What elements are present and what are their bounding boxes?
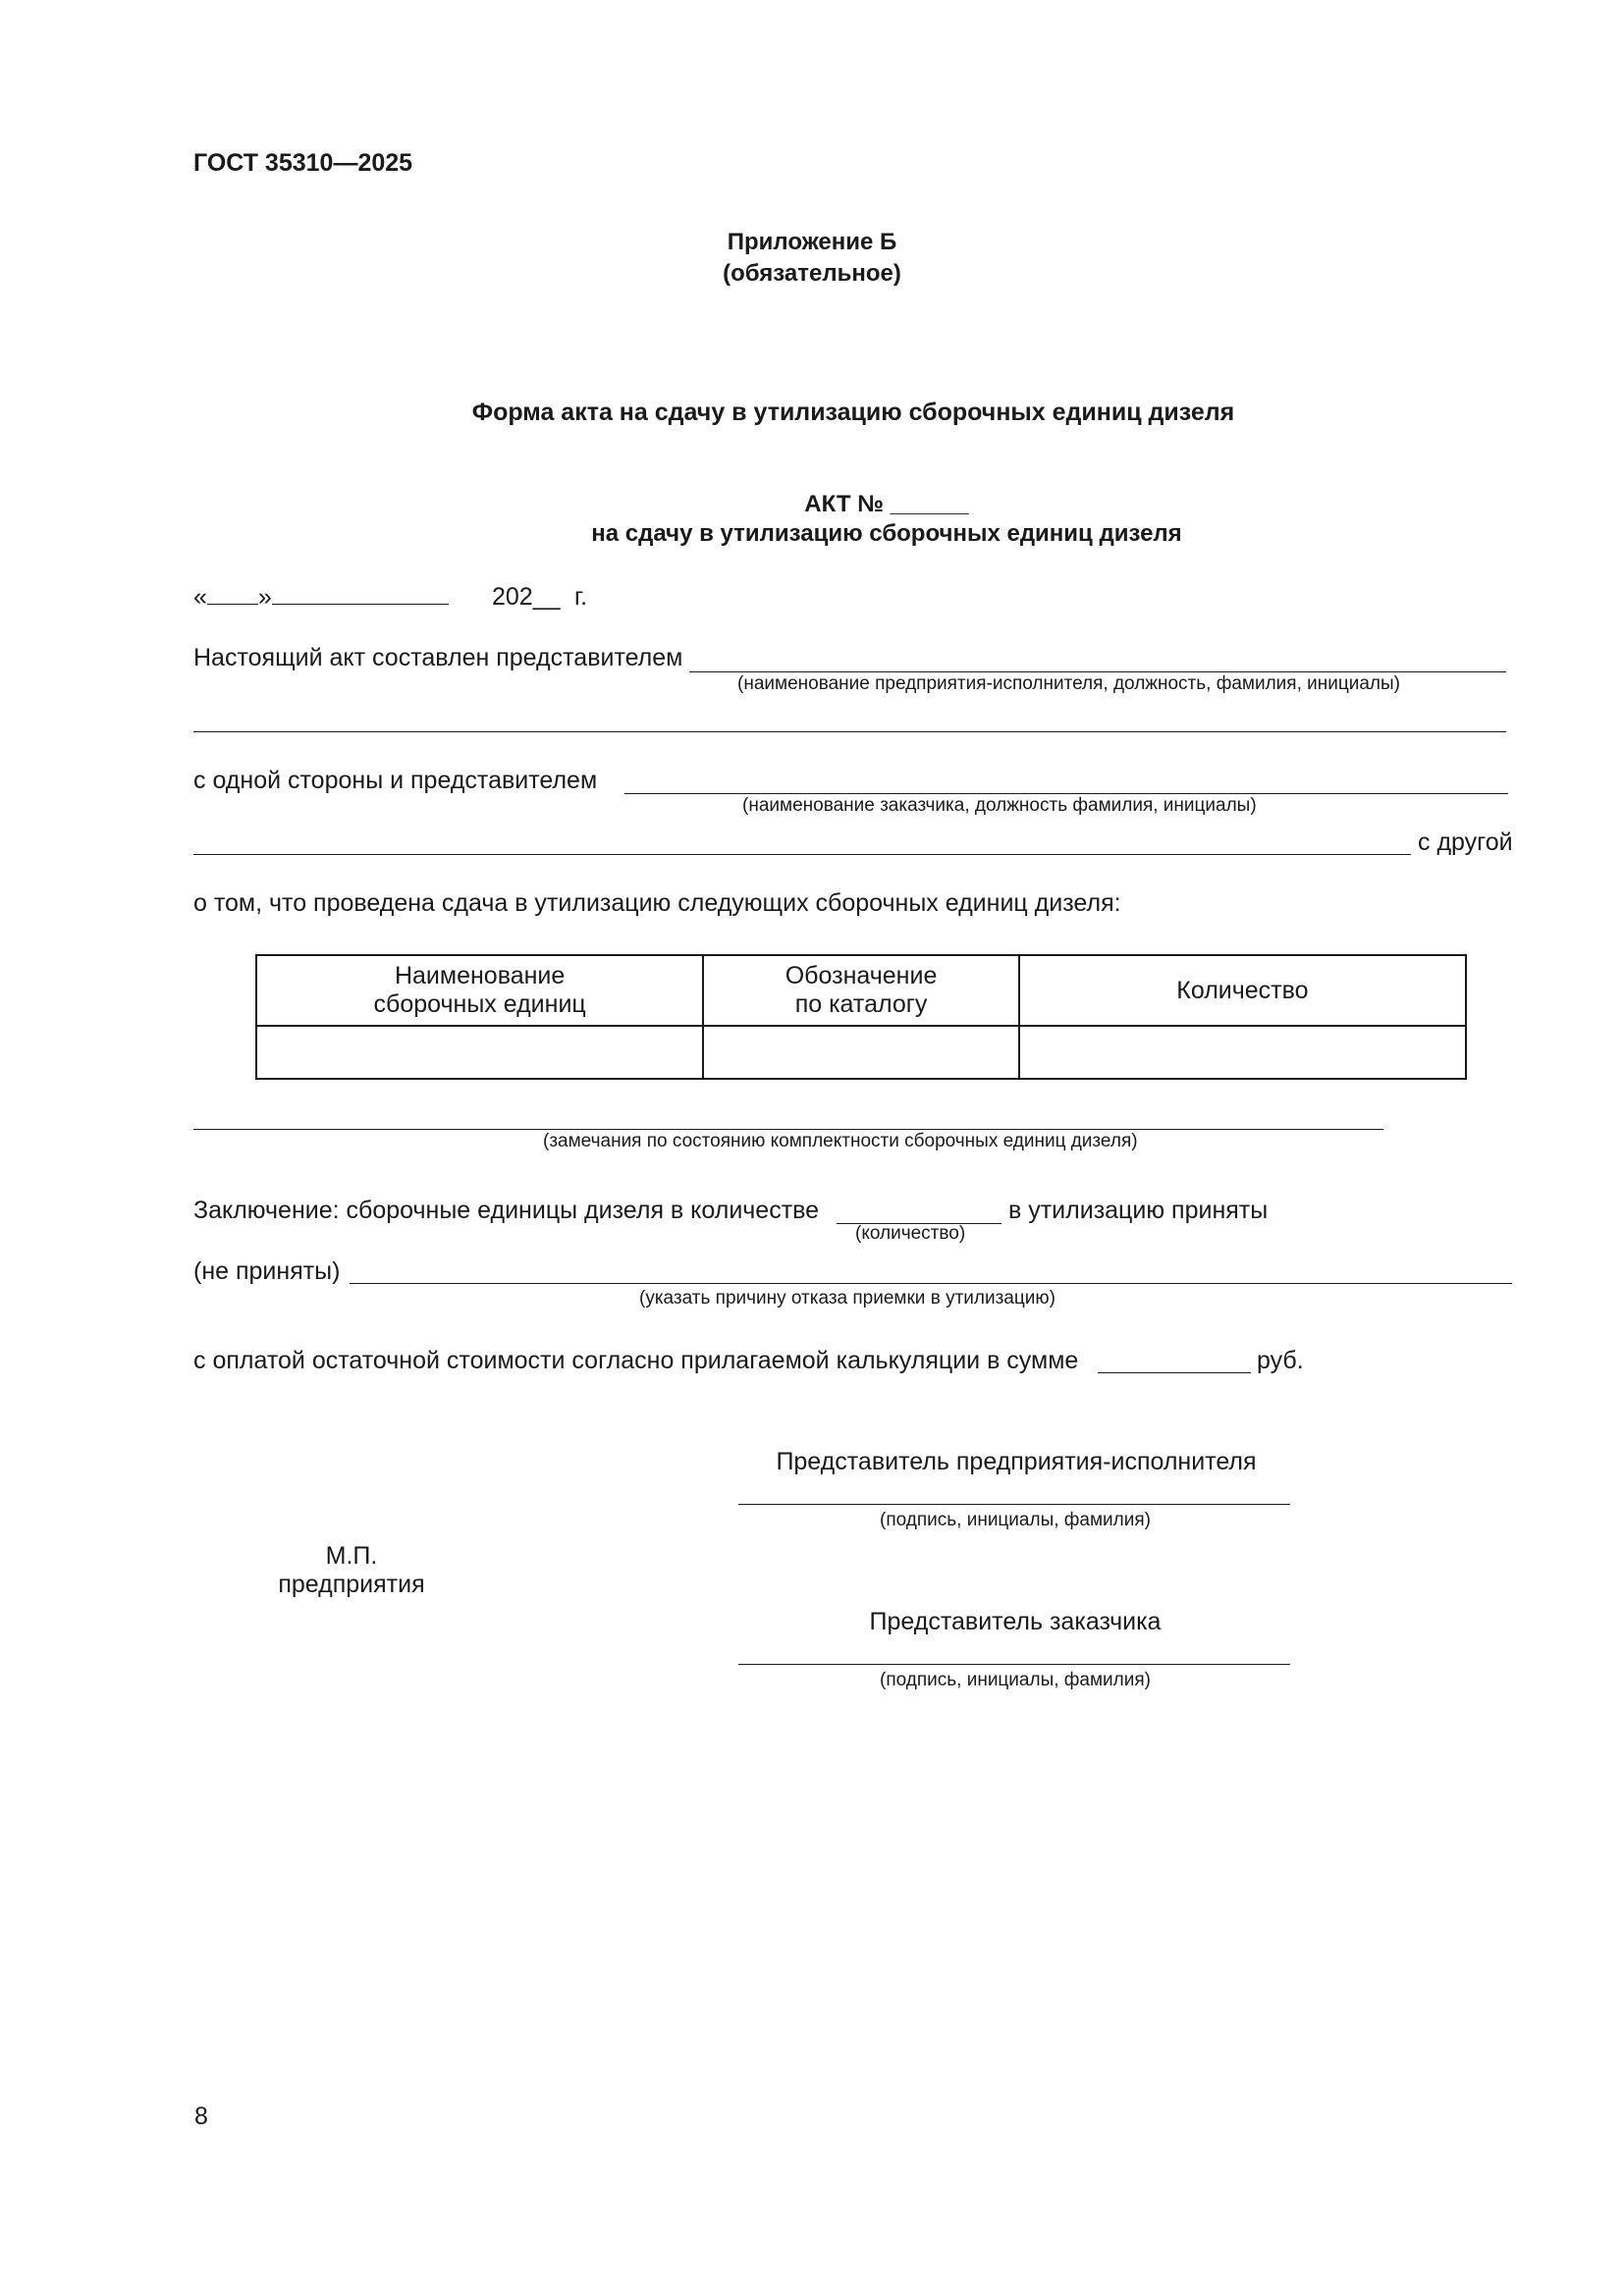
- stamp-label: М.П.: [325, 1542, 378, 1570]
- table-cell-unit-name[interactable]: [256, 1026, 703, 1079]
- conclusion-text: Заключение: сборочные единицы дизеля в количестве: [193, 1197, 820, 1224]
- executor-blank-continued[interactable]: [193, 731, 1506, 732]
- month-blank[interactable]: [272, 583, 449, 605]
- table-cell-quantity[interactable]: [1019, 1026, 1466, 1079]
- customer-representative-title: Представитель заказчика: [869, 1608, 1162, 1635]
- col-header-unit-name: Наименование сборочных единиц: [256, 955, 703, 1026]
- payment-text: с оплатой остаточной стоимости согласно прилагаемой калькуляции в сумме: [193, 1347, 1079, 1374]
- date-close-quote: »: [257, 583, 272, 611]
- act-subtitle: на сдачу в утилизацию сборочных единиц дизеля: [591, 520, 1182, 547]
- stamp-label-enterprise: предприятия: [278, 1571, 425, 1598]
- para1-caption: (наименование предприятия-исполнителя, должность, фамилия, инициалы): [737, 673, 1400, 694]
- para2-caption: (наименование заказчика, должность фамилия, инициалы): [742, 795, 1257, 816]
- customer-signature-caption: (подпись, инициалы, фамилия): [880, 1670, 1151, 1690]
- appendix-heading: [0, 227, 1624, 290]
- appendix-title: Приложение Б: [727, 229, 897, 255]
- remarks-caption: (замечания по состоянию комплектности сборочных единиц дизеля): [543, 1131, 1138, 1151]
- refusal-reason-caption: (указать причину отказа приемки в утилизацию): [639, 1288, 1056, 1308]
- executor-representative-title: Представитель предприятия-исполнителя: [776, 1448, 1257, 1475]
- quantity-caption: (количество): [855, 1223, 966, 1244]
- accepted-text: в утилизацию приняты: [1008, 1197, 1269, 1224]
- table-header-row: [256, 955, 1466, 1026]
- date-year: 202__: [492, 583, 561, 611]
- customer-blank-continued[interactable]: [193, 854, 1411, 855]
- appendix-status: (обязательное): [723, 260, 901, 287]
- day-blank[interactable]: [207, 583, 258, 605]
- executor-blank[interactable]: [689, 671, 1506, 672]
- assembly-units-table: [255, 954, 1467, 1080]
- table-cell-catalog-designation[interactable]: [703, 1026, 1019, 1079]
- form-title: Форма акта на сдачу в утилизацию сборочных единиц дизеля: [471, 399, 1235, 426]
- para2-text: с одной стороны и представителем: [193, 767, 598, 794]
- remarks-blank[interactable]: [193, 1129, 1383, 1130]
- other-side-text: с другой: [1418, 828, 1513, 856]
- payment-currency: руб.: [1257, 1347, 1304, 1374]
- act-title: АКТ № ______: [804, 491, 969, 517]
- para1-text: Настоящий акт составлен представителем: [193, 644, 683, 671]
- date-open-quote: «: [193, 583, 207, 611]
- table-row: [256, 1026, 1466, 1079]
- date-line: [193, 583, 449, 612]
- document-standard-number: ГОСТ 35310—2025: [193, 149, 413, 177]
- col-header-quantity: Количество: [1019, 955, 1466, 1026]
- para3-text: о том, что проведена сдача в утилизацию следующих сборочных единиц дизеля:: [193, 889, 1121, 917]
- executor-signature-line[interactable]: [738, 1504, 1290, 1505]
- date-year-suffix: г.: [574, 583, 588, 611]
- payment-amount-blank[interactable]: [1098, 1372, 1251, 1373]
- not-accepted-text: (не приняты): [193, 1257, 341, 1285]
- refusal-reason-blank[interactable]: [350, 1283, 1512, 1284]
- customer-signature-line[interactable]: [738, 1664, 1290, 1665]
- col-header-catalog-designation: Обозначение по каталогу: [703, 955, 1019, 1026]
- page-number: 8: [194, 2103, 208, 2130]
- customer-blank[interactable]: [624, 793, 1508, 794]
- executor-signature-caption: (подпись, инициалы, фамилия): [880, 1510, 1151, 1530]
